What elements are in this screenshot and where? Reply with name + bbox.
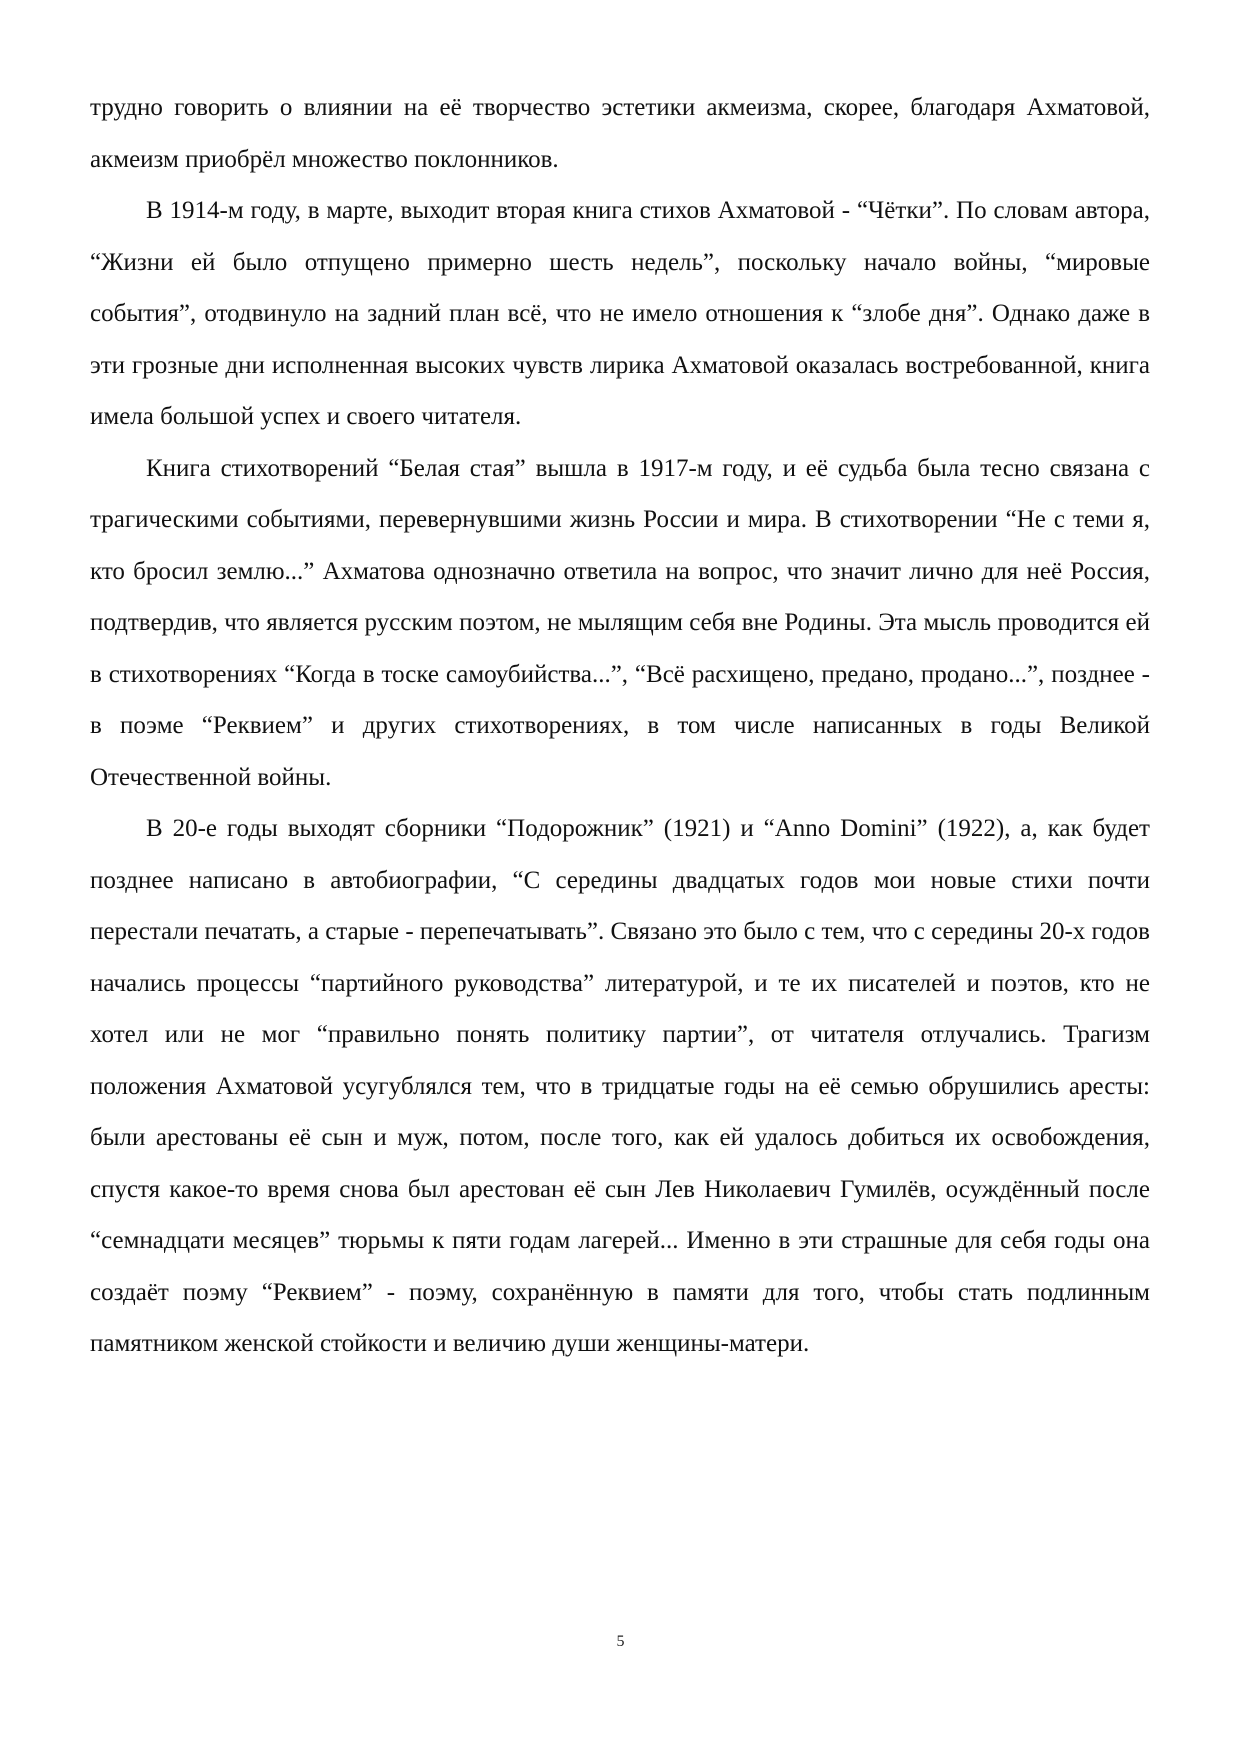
paragraph-continuation: трудно говорить о влиянии на её творчество эстетики акмеизма, скорее, благодаря Ахматовой, акмеизм приобрёл множество поклонников.	[90, 94, 1150, 173]
page-number: 5	[616, 1633, 625, 1650]
paragraph-belaya-staya: Книга стихотворений “Белая стая” вышла в 1917-м году, и её судьба была тесно связана с трагическими событиями, перевернувшими жизнь России и мира. В стихотворении “Не с теми я, кто бросил землю...” Ахматова однозначно ответила на вопрос, что значит лично для неё Россия, подтвердив, что является русским поэтом, не мылящим себя вне Родины. Эта мысль проводится ей в стихотворениях “Когда в тоске самоубийства...”, “Всё расхищено, предано, продано...”, позднее - в поэме “Реквием” и других стихотворениях, в том числе написанных в годы Великой Отечественной войны.	[90, 454, 1150, 791]
body-text	[90, 82, 1150, 1370]
paragraph-twenties: В 20-е годы выходят сборники “Подорожник” (1921) и “Anno Domini” (1922), а, как будет позднее написано в автобиографии, “С середины двадцатых годов мои новые стихи почти перестали печатать, а старые - перепечатывать”. Связано это было с тем, что с середины 20-х годов начались процессы “партийного руководства” литературой, и те их писателей и поэтов, кто не хотел или не мог “правильно понять политику партии”, от читателя отлучались. Трагизм положения Ахматовой усугублялся тем, что в тридцатые годы на её семью обрушились аресты: были арестованы её сын и муж, потом, после того, как ей удалось добиться их освобождения, спустя какое-то время снова был арестован её сын Лев Николаевич Гумилёв, осуждённый после “семнадцати месяцев” тюрьмы к пяти годам лагерей... Именно в эти страшные для себя годы она создаёт поэму “Реквием” - поэму, сохранённую в памяти для того, чтобы стать подлинным памятником женской стойкости и величию души женщины-матери.	[90, 815, 1150, 1357]
paragraph-chetki: В 1914-м году, в марте, выходит вторая книга стихов Ахматовой - “Чётки”. По словам автора, “Жизни ей было отпущено примерно шесть недель”, поскольку начало войны, “мировые события”, отодвинуло на задний план всё, что не имело отношения к “злобе дня”. Однако даже в эти грозные дни исполненная высоких чувств лирика Ахматовой оказалась востребованной, книга имела большой успех и своего читателя.	[90, 197, 1150, 430]
